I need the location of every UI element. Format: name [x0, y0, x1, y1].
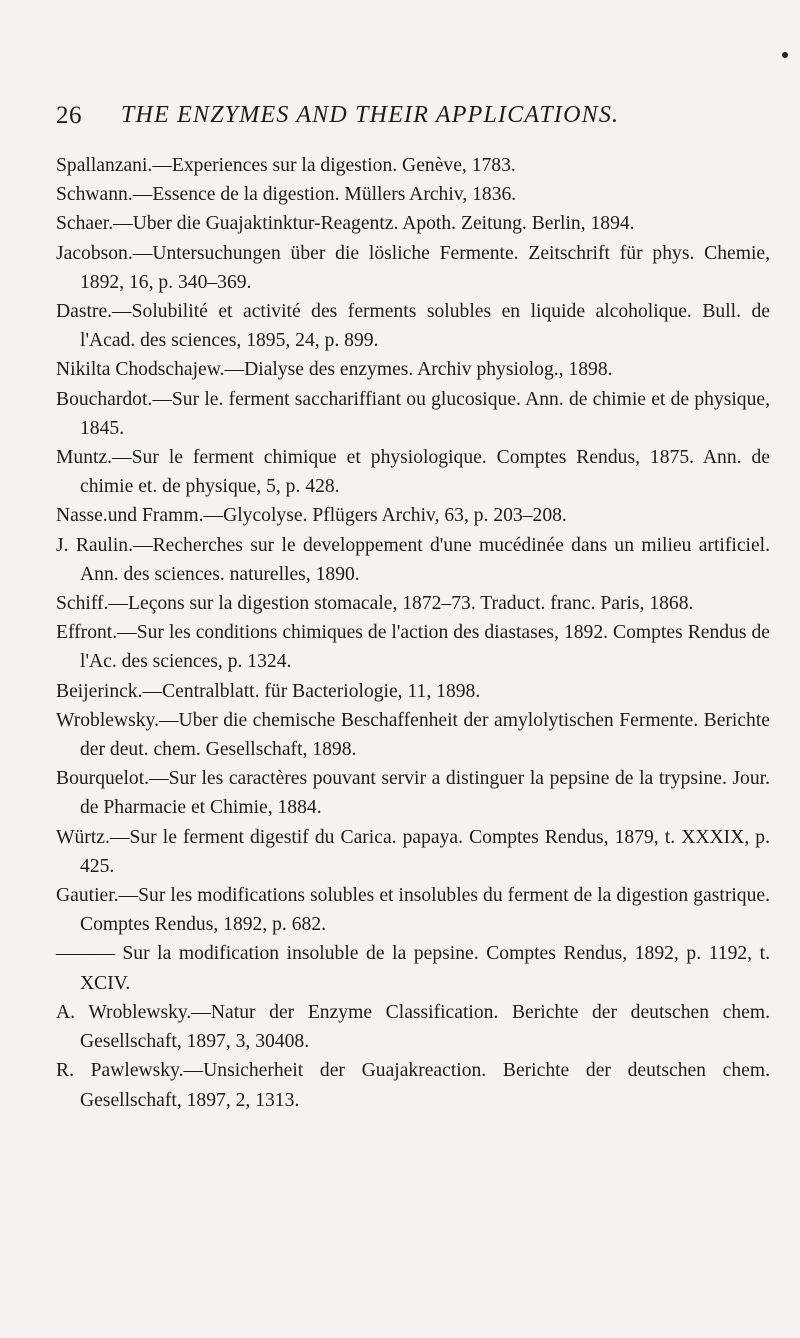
bibliography-entry: Dastre.—Solubilité et activité des ferments solubles en liquide alcoholique. Bull. de l'Acad. des sciences, 1895, 24, p. 899.: [56, 301, 770, 352]
ink-mark: [782, 52, 788, 58]
bibliography-entry: Nikilta Chodschajew.—Dialyse des enzymes. Archiv physiolog., 1898.: [56, 359, 613, 381]
bibliography-entry: Bouchardot.—Sur le. ferment sacchariffiant ou glucosique. Ann. de chimie et de physique, 1845.: [56, 388, 770, 439]
bibliography-entry: Schaer.—Uber die Guajaktinktur-Reagentz. Apoth. Zeitung. Berlin, 1894.: [56, 213, 635, 235]
bibliography-entry: Schiff.—Leçons sur la digestion stomacale, 1872–73. Traduct. franc. Paris, 1868.: [56, 593, 694, 615]
bibliography-list: [56, 151, 770, 1115]
bibliography-entry: Beijerinck.—Centralblatt. für Bacteriologie, 11, 1898.: [56, 680, 481, 702]
bibliography-entry: A. Wroblewsky.—Natur der Enzyme Classification. Berichte der deutschen chem. Gesellschaft, 1897, 3, 30408.: [56, 1001, 770, 1053]
bibliography-entry: R. Pawlewsky.—Unsicherheit der Guajakreaction. Berichte der deutschen chem. Gesellschaft, 1897, 2, 1313.: [56, 1060, 770, 1111]
bibliography-entry: Würtz.—Sur le ferment digestif du Carica. papaya. Comptes Rendus, 1879, t. XXXIX, p. 425.: [56, 826, 770, 877]
bibliography-entry: J. Raulin.—Recherches sur le developpement d'une mucédinée dans un milieu artificiel. Ann. des sciences. naturelles, 1890.: [56, 534, 770, 585]
bibliography-entry: Muntz.—Sur le ferment chimique et physiologique. Comptes Rendus, 1875. Ann. de chimie et. de physique, 5, p. 428.: [56, 447, 770, 498]
page-header: [0, 102, 800, 136]
bibliography-entry: Nasse.und Framm.—Glycolyse. Pflügers Archiv, 63, p. 203–208.: [56, 505, 567, 527]
bibliography-entry: Schwann.—Essence de la digestion. Müllers Archiv, 1836.: [56, 184, 517, 206]
bibliography-entry: Jacobson.—Untersuchungen über die lösliche Fermente. Zeitschrift für phys. Chemie, 1892, 16, p. 340–369.: [56, 242, 770, 293]
page-number: 26: [56, 102, 82, 129]
bibliography-entry: Wroblewsky.—Uber die chemische Beschaffenheit der amylolytischen Fermente. Berichte der deut. chem. Gesellschaft, 1898.: [56, 709, 770, 761]
bibliography-entry: Bourquelot.—Sur les caractères pouvant servir a distinguer la pepsine de la trypsine. Jour. de Pharmacie et Chimie, 1884.: [56, 768, 770, 819]
bibliography-entry: Effront.—Sur les conditions chimiques de l'action des diastases, 1892. Comptes Rendus de l'Ac. des sciences, p. 1324.: [56, 622, 770, 673]
bibliography-entry: Spallanzani.—Experiences sur la digestion. Genève, 1783.: [56, 155, 516, 176]
bibliography-entry: Gautier.—Sur les modifications solubles et insolubles du ferment de la digestion gastrique. Comptes Rendus, 1892, p. 682.: [56, 885, 770, 936]
bibliography-entry: ——— Sur la modification insoluble de la pepsine. Comptes Rendus, 1892, p. 1192, t. XCIV.: [56, 943, 770, 994]
running-title: THE ENZYMES AND THEIR APPLICATIONS.: [121, 102, 620, 128]
